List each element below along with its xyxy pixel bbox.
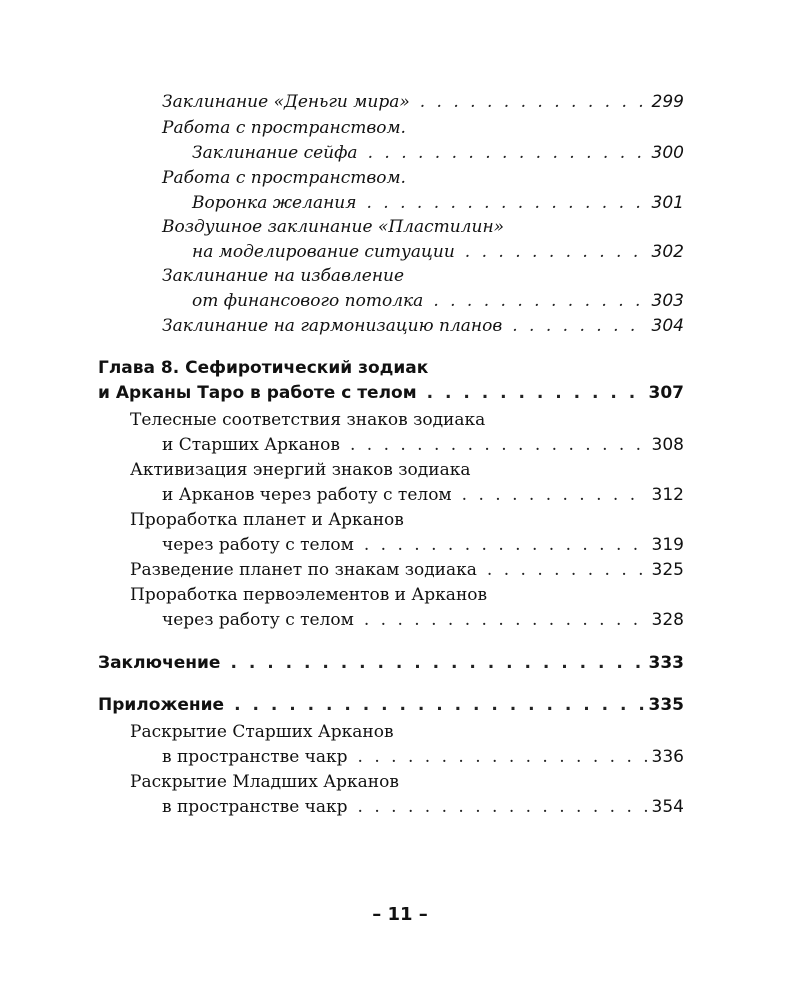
toc-entry (162, 264, 684, 314)
toc-entry-title: Разведение планет по знакам зодиака (130, 560, 477, 580)
toc-page-number: 325 (651, 560, 684, 580)
dot-leader (364, 608, 648, 633)
dot-leader (358, 745, 648, 770)
toc-entry-title-cont: Воронка желания (192, 193, 357, 213)
dot-leader (230, 651, 644, 676)
dot-leader (420, 90, 648, 115)
toc-page-number: 300 (651, 143, 684, 163)
toc-page-number: 333 (648, 653, 684, 673)
toc-entry-title: Заклинание на гармонизацию планов (162, 316, 503, 336)
toc-page-number: 301 (651, 193, 684, 213)
dot-leader (234, 693, 644, 718)
toc-entry-title: Раскрытие Младших Арканов (130, 772, 399, 792)
toc-entry (162, 215, 684, 265)
toc-page-number: 354 (651, 797, 684, 817)
dot-leader (366, 191, 647, 216)
toc-entry-title: Работа с пространством. (162, 168, 406, 188)
toc-entry (130, 508, 684, 558)
toc-entry (130, 770, 684, 820)
dot-leader (368, 141, 648, 166)
toc-chapter (98, 693, 684, 718)
toc-page-number: 335 (648, 695, 684, 715)
toc-entry (130, 720, 684, 770)
toc-chapter-title: Приложение (98, 695, 225, 715)
toc-entry-title: Проработка первоэлементов и Арканов (130, 585, 488, 605)
toc-entry-title-cont: и Старших Арканов (162, 435, 340, 455)
dot-leader (350, 433, 648, 458)
toc-entry-title-cont: и Арканов через работу с телом (162, 485, 452, 505)
page-number-footer: – 11 – (372, 904, 428, 925)
toc-chapter-title-cont: и Арканы Таро в работе с телом (98, 383, 417, 403)
toc-entry-title-cont: в пространстве чакр (162, 797, 348, 817)
toc-entry (130, 583, 684, 633)
toc-entry (130, 408, 684, 458)
dot-leader (487, 558, 648, 583)
toc-page-number: 336 (651, 747, 684, 767)
toc-entry-title-cont: в пространстве чакр (162, 747, 348, 767)
dot-leader (427, 381, 645, 406)
dot-leader (364, 533, 648, 558)
toc-entry-title: Раскрытие Старших Арканов (130, 722, 394, 742)
toc-chapter-title: Заключение (98, 653, 221, 673)
toc-entry-title: Активизация энергий знаков зодиака (130, 460, 471, 480)
toc-page-number: 302 (651, 242, 684, 262)
toc-entry-title: Заклинание на избавление (162, 266, 405, 286)
toc-page-number: 299 (651, 92, 684, 112)
toc-entry-title-cont: Заклинание сейфа (192, 143, 358, 163)
toc-page-number: 328 (651, 610, 684, 630)
toc-entry-title: Телесные соответствия знаков зодиака (130, 410, 486, 430)
toc-entry (162, 90, 684, 115)
toc-chapter (98, 356, 684, 406)
toc-entry-title-cont: на моделирование ситуации (192, 242, 455, 262)
toc-entry (162, 314, 684, 339)
toc-entry-title-cont: через работу с телом (162, 535, 354, 555)
toc-entry-title: Работа с пространством. (162, 118, 406, 138)
toc-entry (162, 166, 684, 216)
toc-page-number: 308 (651, 435, 684, 455)
dot-leader (465, 240, 648, 265)
toc-entry (130, 558, 684, 583)
toc-page-number: 303 (651, 291, 684, 311)
dot-leader (462, 483, 648, 508)
toc-chapter (98, 651, 684, 676)
toc-entry (130, 458, 684, 508)
toc-page-number: 319 (651, 535, 684, 555)
toc-page-number: 307 (648, 383, 684, 403)
toc-chapter-title: Глава 8. Сефиротический зодиак (98, 358, 429, 378)
dot-leader (433, 289, 647, 314)
toc-entry (162, 116, 684, 166)
toc-entry-title: Проработка планет и Арканов (130, 510, 404, 530)
dot-leader (358, 795, 648, 820)
toc-entry-title-cont: от финансового потолка (192, 291, 424, 311)
toc-page-number: 304 (651, 316, 684, 336)
toc-entry-title-cont: через работу с телом (162, 610, 354, 630)
toc-entry-title: Заклинание «Деньги мира» (162, 92, 410, 112)
toc-page-number: 312 (651, 485, 684, 505)
dot-leader (512, 314, 647, 339)
toc-entry-title: Воздушное заклинание «Пластилин» (162, 217, 505, 237)
